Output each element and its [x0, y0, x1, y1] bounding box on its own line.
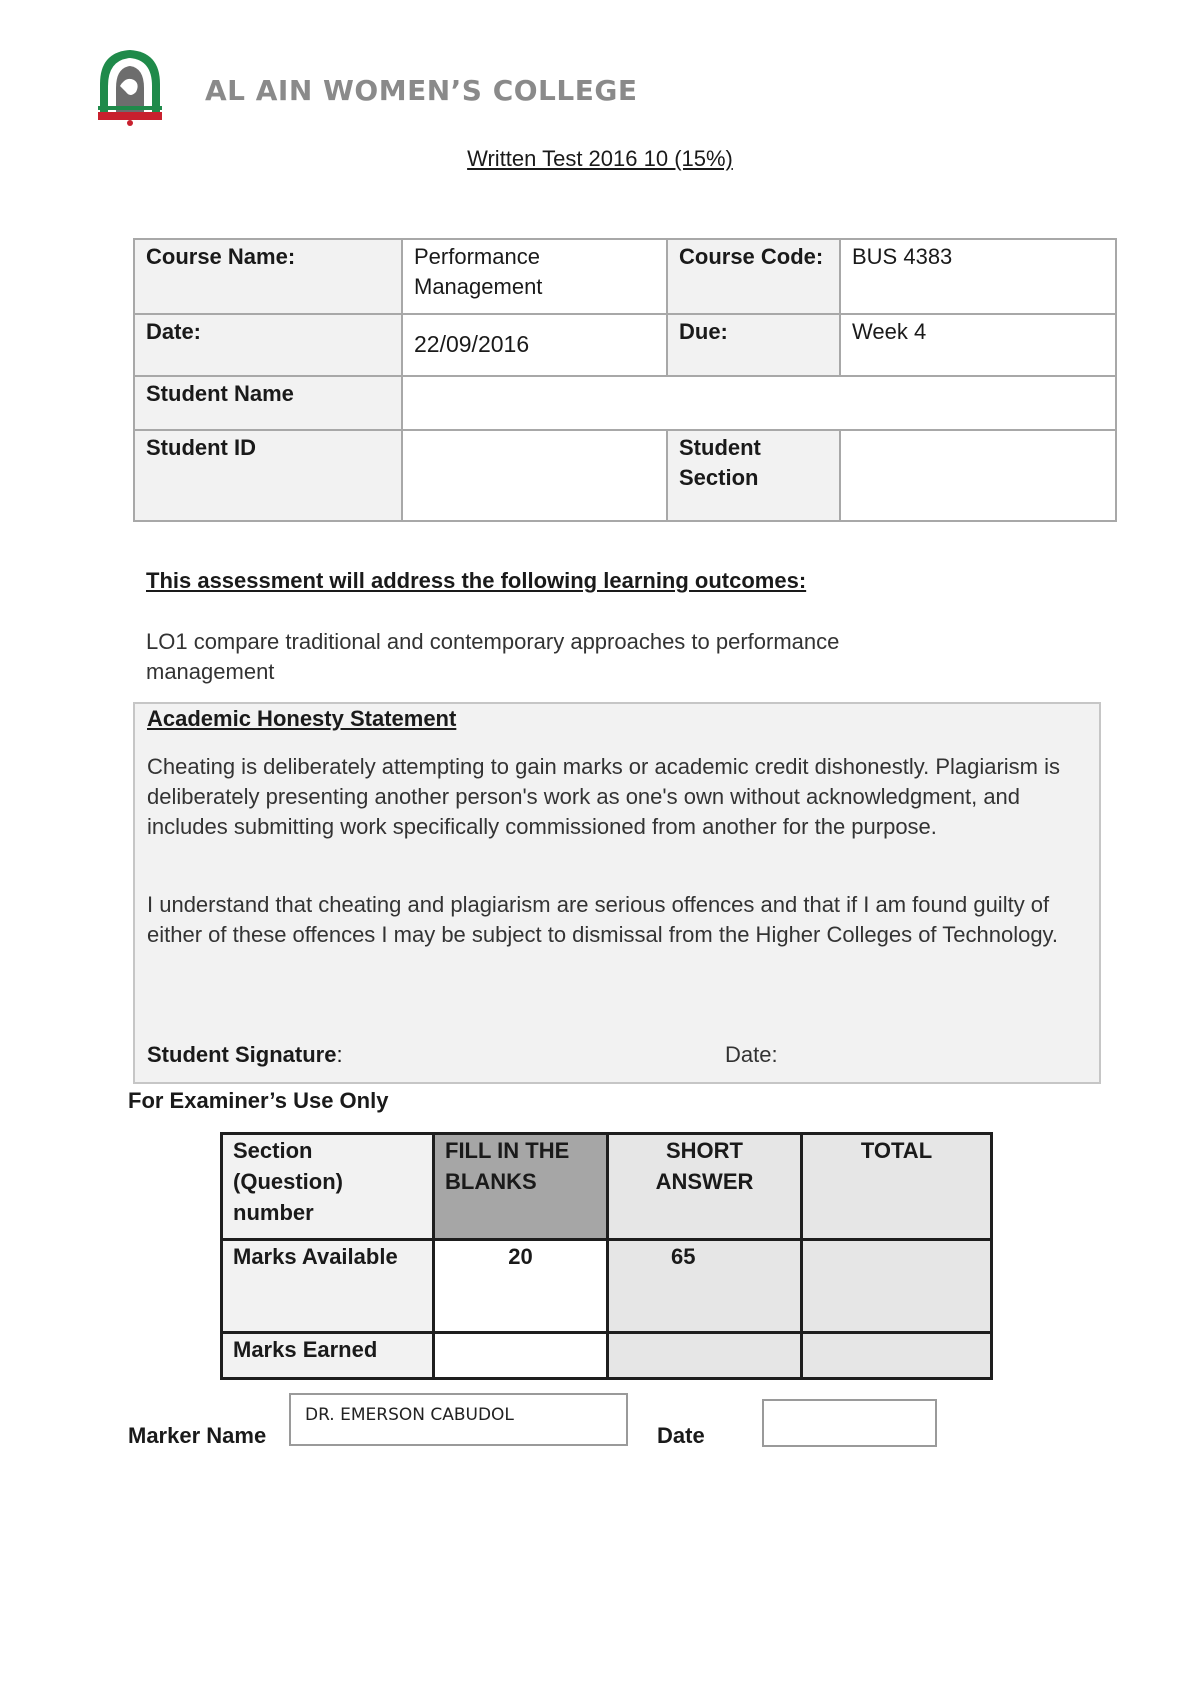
- due-value: Week 4: [840, 314, 1116, 376]
- fill-earned-cell[interactable]: [434, 1333, 608, 1379]
- outcome-lo1: LO1 compare traditional and contemporary approaches to performance management: [146, 629, 840, 684]
- marker-name-field[interactable]: DR. EMERSON CABUDOL: [289, 1393, 628, 1446]
- student-name-label: Student Name: [134, 376, 402, 430]
- short-available-value: 65: [608, 1240, 802, 1333]
- student-signature-line[interactable]: [147, 1042, 343, 1068]
- academic-honesty-box: [133, 702, 1101, 1084]
- signature-label: Student Signature: [147, 1042, 337, 1067]
- course-code-value: BUS 4383: [840, 239, 1116, 314]
- signature-date-label[interactable]: Date:: [725, 1042, 778, 1067]
- short-earned-cell[interactable]: [608, 1333, 802, 1379]
- total-available-cell[interactable]: [802, 1240, 992, 1333]
- date-value: 22/09/2016: [414, 331, 530, 357]
- student-id-label: Student ID: [134, 430, 402, 521]
- col-short-header: SHORT ANSWER: [608, 1134, 802, 1240]
- col-fill-header: FILL IN THE BLANKS: [434, 1134, 608, 1240]
- marker-name-label: Marker Name: [128, 1423, 267, 1448]
- marks-table: [220, 1132, 993, 1380]
- total-earned-cell[interactable]: [802, 1333, 992, 1379]
- outcomes-heading: This assessment will address the following learning outcomes:: [146, 568, 807, 593]
- honesty-title: Academic Honesty Statement: [147, 706, 457, 731]
- signature-colon: :: [336, 1042, 343, 1067]
- student-id-field[interactable]: [402, 430, 667, 521]
- student-section-label: Student Section: [667, 430, 840, 521]
- date-label: Date:: [134, 314, 402, 376]
- course-code-label: Course Code:: [667, 239, 840, 314]
- fill-available-value: 20: [434, 1240, 608, 1333]
- row-available-label: Marks Available: [222, 1240, 434, 1333]
- student-section-field[interactable]: [840, 430, 1116, 521]
- college-name: AL AIN WOMEN’S COLLEGE: [205, 74, 638, 107]
- marker-date-field[interactable]: [762, 1399, 937, 1447]
- honesty-paragraph-2: I understand that cheating and plagiarism are serious offences and that if I am found guilty of either of these offences I may be subject to dismissal from the Higher Colleges of Technology.: [147, 892, 1059, 947]
- test-title: Written Test 2016 10 (15%): [467, 146, 733, 171]
- date-cell: [402, 314, 667, 376]
- col-total-header: TOTAL: [802, 1134, 992, 1240]
- course-name-label: Course Name:: [134, 239, 402, 314]
- course-name-value: Performance Management: [402, 239, 667, 314]
- examiner-heading: For Examiner’s Use Only: [128, 1088, 389, 1113]
- student-name-field[interactable]: [402, 376, 1116, 430]
- college-logo: [92, 46, 168, 126]
- row-earned-label: Marks Earned: [222, 1333, 434, 1379]
- course-info-table: [133, 238, 1117, 522]
- due-label: Due:: [667, 314, 840, 376]
- col-section-header: Section (Question) number: [222, 1134, 434, 1240]
- marker-date-label: Date: [657, 1423, 705, 1448]
- honesty-paragraph-1: Cheating is deliberately attempting to gain marks or academic credit dishonestly. Plagiarism is deliberately presenting another person's work as one's own without acknowledgment, and includes submitting work specifically commissioned from another for the purpose.: [147, 754, 1061, 839]
